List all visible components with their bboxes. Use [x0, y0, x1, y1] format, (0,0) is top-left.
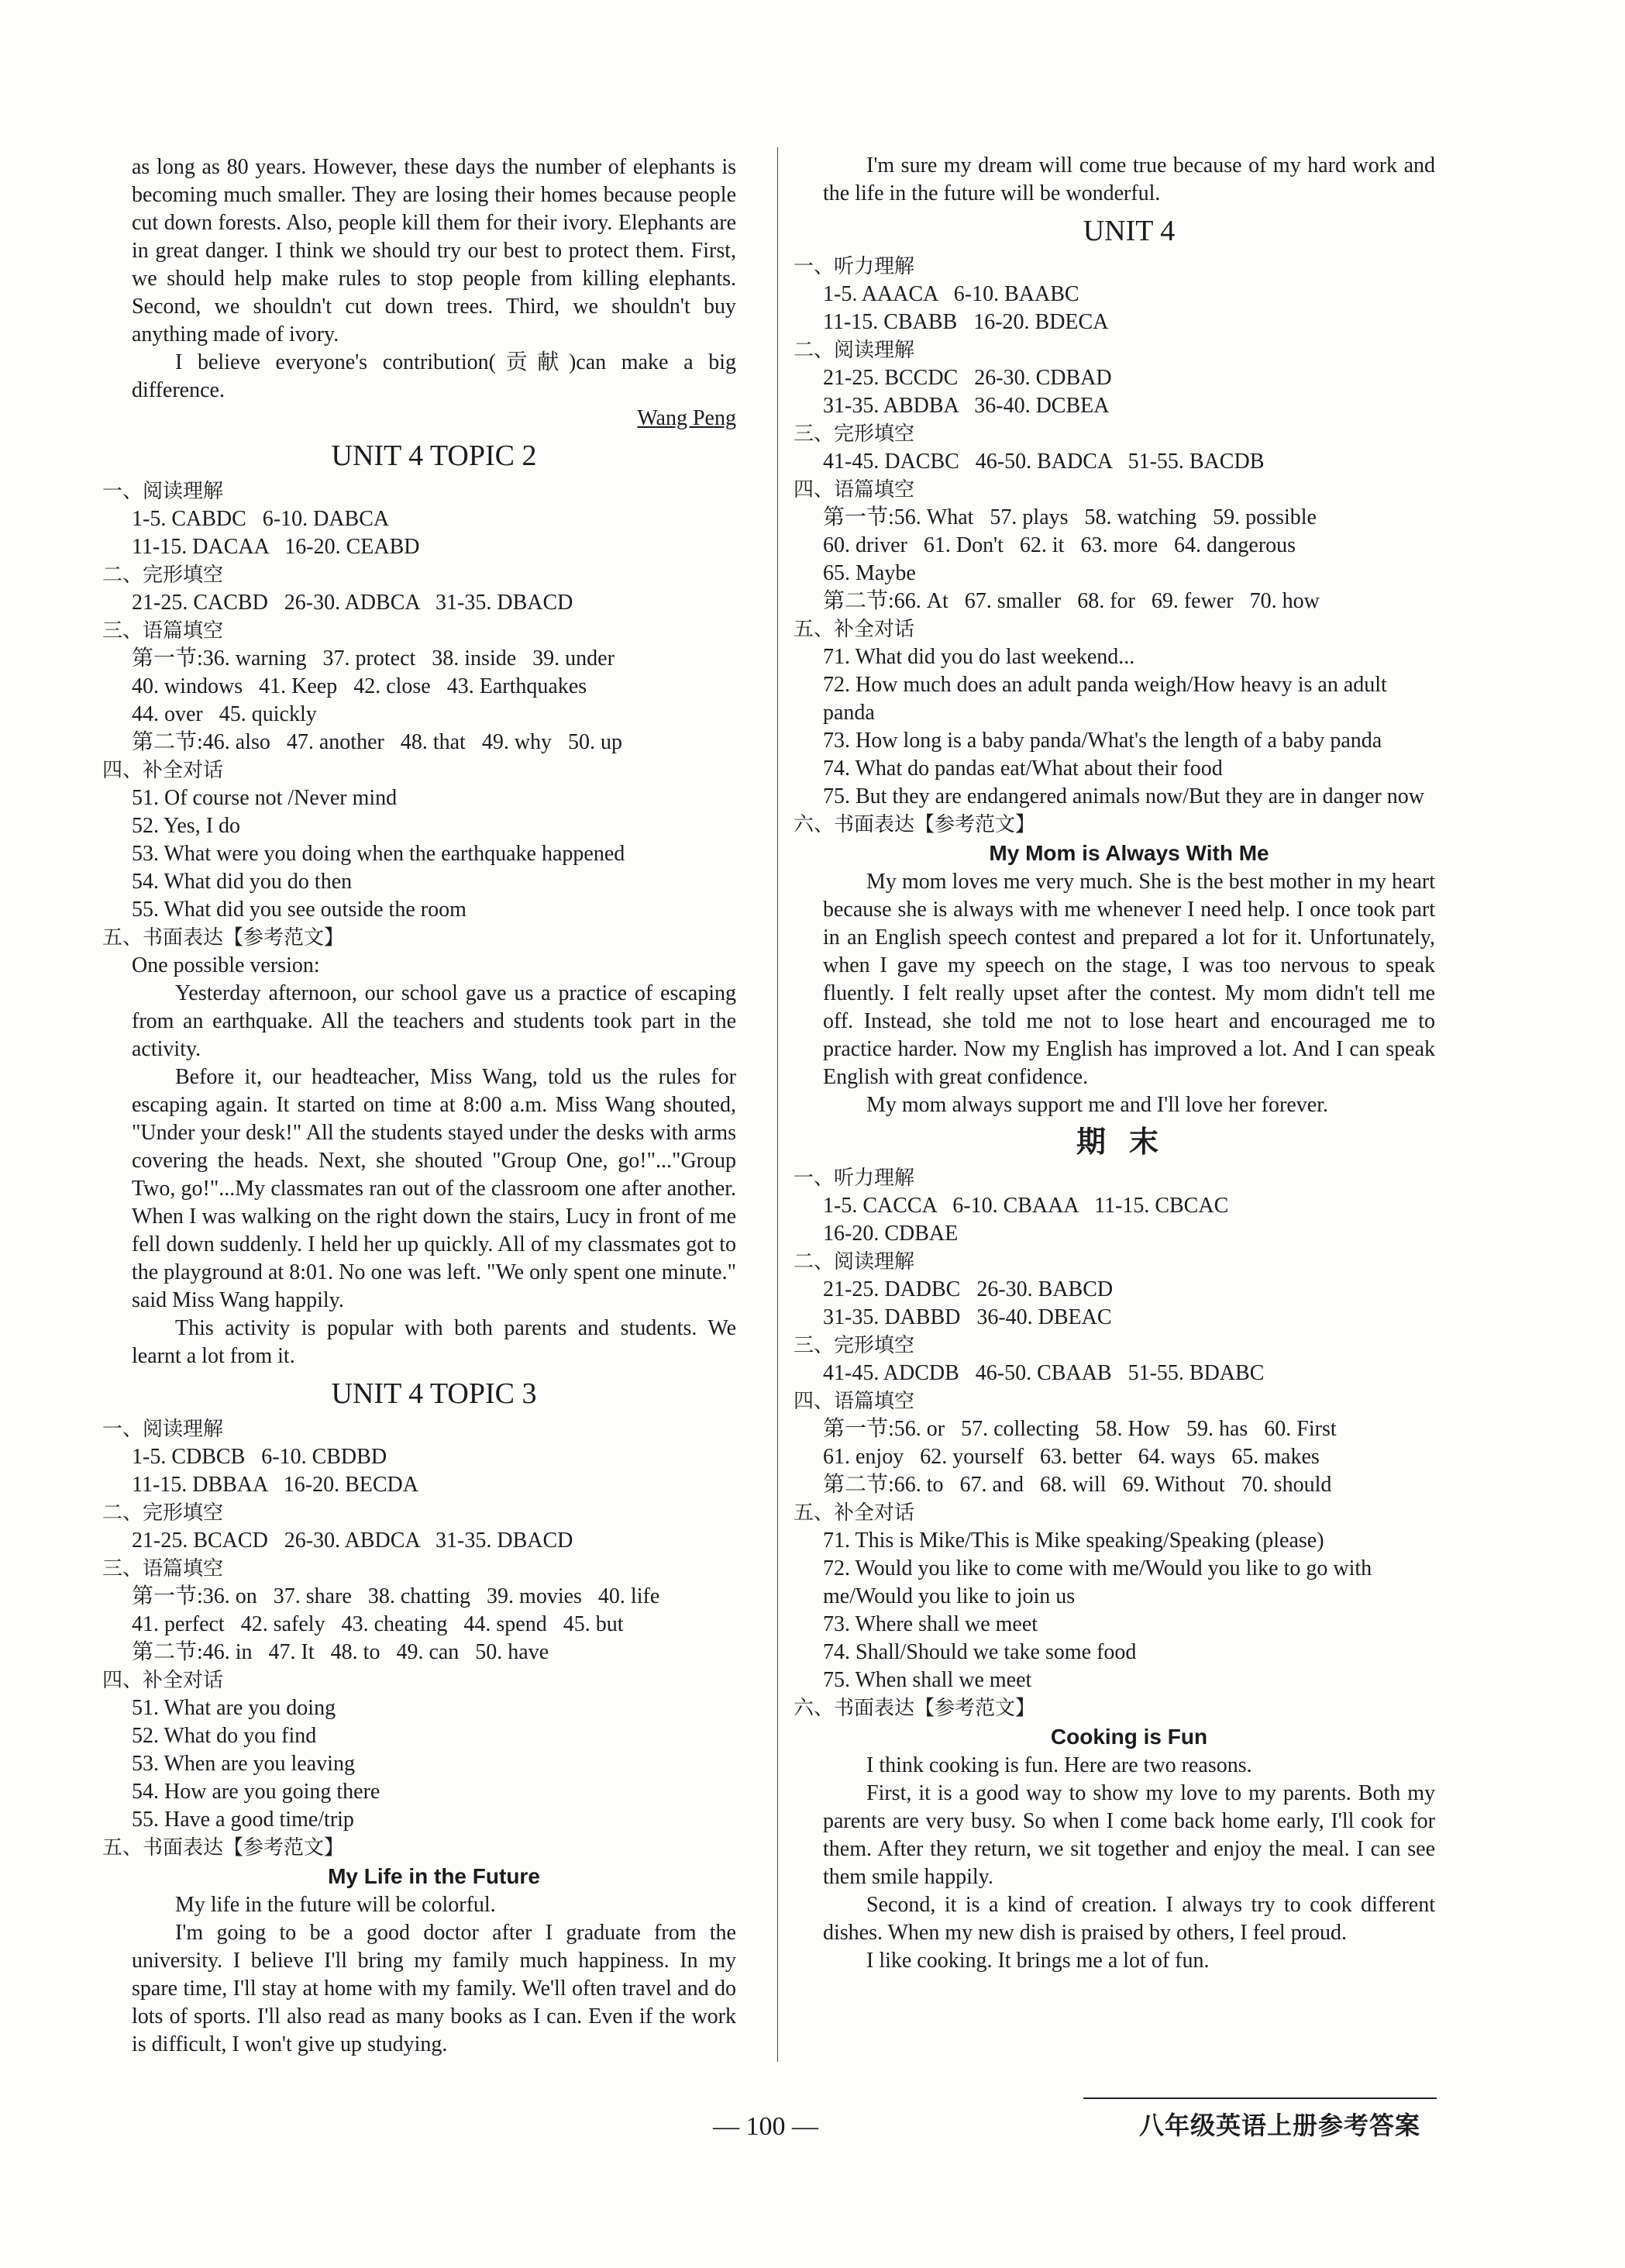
book-title: 八年级英语上册参考答案	[1139, 2111, 1421, 2140]
intro-paragraph: I'm sure my dream will come true because of my hard work and the life in the future will be wonderful.	[823, 153, 1435, 205]
dialogue-item: 55. Have a good time/trip	[132, 1808, 354, 1832]
section-heading: 四、补全对话	[102, 1669, 224, 1692]
dialogue-item: 75. When shall we meet	[823, 1668, 1032, 1692]
essay-paragraph: Second, it is a kind of creation. I always try to cook different dishes. When my new dish is praised by others, I feel proud.	[823, 1893, 1435, 1945]
section-heading: 三、语篇填空	[102, 619, 224, 643]
essay-paragraph: My life in the future will be colorful.	[175, 1893, 496, 1917]
answer-line: 第一节:56. or 57. collecting 58. How 59. has 60. First	[823, 1417, 1337, 1441]
signature	[132, 405, 736, 433]
dialogue-item: 74. Shall/Should we take some food	[823, 1640, 1137, 1664]
essay-paragraph: I think cooking is fun. Here are two reasons.	[866, 1753, 1252, 1777]
essay-paragraph: This activity is popular with both parents and students. We learnt a lot from it.	[132, 1316, 736, 1368]
answer-line: 1-5. AAACA 6-10. BAABC	[823, 282, 1079, 306]
section-heading: 三、完形填空	[794, 1334, 915, 1357]
signature-name: Wang Peng	[637, 406, 736, 430]
section-heading: 一、阅读理解	[102, 1418, 224, 1441]
answer-line: 第二节:46. in 47. It 48. to 49. can 50. have	[132, 1640, 549, 1664]
answer-line: 31-35. ABDBA 36-40. DCBEA	[823, 394, 1110, 418]
dialogue-item: 53. When are you leaving	[132, 1752, 355, 1776]
unit-heading: UNIT 4 TOPIC 3	[331, 1377, 537, 1410]
section-heading: 一、阅读理解	[102, 480, 224, 503]
section-heading: 五、书面表达【参考范文】	[102, 926, 345, 950]
section-heading: 二、阅读理解	[794, 1250, 915, 1274]
section-heading: 三、完形填空	[794, 422, 915, 446]
essay-title: My Life in the Future	[328, 1864, 540, 1888]
dialogue-item: 54. What did you do then	[132, 870, 353, 894]
essay-intro: One possible version:	[132, 953, 320, 977]
answer-line: 11-15. DBBAA 16-20. BECDA	[132, 1473, 418, 1497]
answer-line: 40. windows 41. Keep 42. close 43. Earthquakes	[132, 674, 587, 698]
dialogue-item: 74. What do pandas eat/What about their food	[823, 757, 1223, 781]
answer-line: 41-45. DACBC 46-50. BADCA 51-55. BACDB	[823, 450, 1265, 474]
answer-line: 第一节:36. on 37. share 38. chatting 39. movies 40. life	[132, 1584, 660, 1608]
answer-line: 60. driver 61. Don't 62. it 63. more 64. dangerous	[823, 533, 1296, 557]
dialogue-item: 73. How long is a baby panda/What's the length of a baby panda	[823, 729, 1382, 753]
section-heading: 二、完形填空	[102, 1501, 224, 1525]
section-heading: 四、语篇填空	[794, 478, 915, 502]
answer-line: 第二节:66. At 67. smaller 68. for 69. fewer 70. how	[823, 589, 1320, 613]
answer-line: 11-15. CBABB 16-20. BDECA	[823, 310, 1109, 334]
section-heading: 二、阅读理解	[794, 339, 915, 362]
section-heading: 一、听力理解	[794, 255, 915, 278]
essay-paragraph: My mom always support me and I'll love her forever.	[866, 1093, 1329, 1117]
dialogue-item: 54. How are you going there	[132, 1780, 380, 1804]
answer-line: 1-5. CABDC 6-10. DABCA	[132, 507, 390, 531]
answer-line: 21-25. CACBD 26-30. ADBCA 31-35. DBACD	[132, 591, 573, 615]
dialogue-item: 72. How much does an adult panda weigh/How heavy is an adult panda	[823, 673, 1387, 725]
section-heading: 六、书面表达【参考范文】	[794, 1697, 1036, 1720]
essay-title: My Mom is Always With Me	[989, 841, 1269, 865]
section-heading: 五、补全对话	[794, 618, 915, 641]
dialogue-item: 53. What were you doing when the earthquake happened	[132, 842, 625, 866]
dialogue-item: 73. Where shall we meet	[823, 1612, 1038, 1636]
section-heading: 三、语篇填空	[102, 1557, 224, 1580]
footer-rule	[1083, 2097, 1437, 2099]
answer-line: 21-25. DADBC 26-30. BABCD	[823, 1277, 1114, 1301]
section-heading: 四、语篇填空	[794, 1390, 915, 1413]
essay-paragraph: First, it is a good way to show my love to my parents. Both my parents are very busy. So when I come back home early, I'll cook for them. After they return, we sit together and enjoy the meal. I can see them smile happily.	[823, 1781, 1435, 1889]
dialogue-item: 75. But they are endangered animals now/But they are in danger now	[823, 784, 1424, 808]
dialogue-item: 52. Yes, I do	[132, 814, 241, 838]
left-column	[102, 153, 736, 2059]
essay-paragraph: I like cooking. It brings me a lot of fun.	[866, 1949, 1210, 1973]
unit-heading: 期末	[1076, 1126, 1182, 1159]
answer-line: 第一节:36. warning 37. protect 38. inside 39. under	[132, 646, 615, 670]
answer-line: 第二节:46. also 47. another 48. that 49. why 50. up	[132, 730, 623, 754]
page-number: — 100 —	[713, 2112, 818, 2141]
section-heading: 一、听力理解	[794, 1167, 915, 1190]
section-heading: 五、补全对话	[794, 1501, 915, 1525]
unit-heading: UNIT 4 TOPIC 2	[331, 439, 537, 472]
section-heading: 五、书面表达【参考范文】	[102, 1836, 345, 1860]
answer-line: 31-35. DABBD 36-40. DBEAC	[823, 1305, 1112, 1329]
essay-paragraph: Before it, our headteacher, Miss Wang, told us the rules for escaping again. It started on time at 8:00 a.m. Miss Wang shouted, "Under your desk!" All the students stayed under the desks with arms covering the heads. Next, she shouted "Group One, go!"..."Group Two, go!"...My classmates ran out of the classroom one after another. When I was walking on the right down the stairs, Lucy in front of me fell down suddenly. I held her up quickly. All of my classmates got to the playground at 8:01. No one was left. "We only spent one minute." said Miss Wang happily.	[132, 1065, 736, 1312]
essay-paragraph: I'm going to be a good doctor after I graduate from the university. I believe I'll bring my family much happiness. In my spare time, I'll stay at home with my family. We'll often travel and do lots of sports. I'll also read as many books as I can. Even if the work is difficult, I won't give up studying.	[132, 1921, 736, 2056]
section-heading: 二、完形填空	[102, 564, 224, 587]
essay-paragraph: My mom loves me very much. She is the best mother in my heart because she is always with me whenever I need help. I once took part in an English speech contest and prepared a lot for it. Unfortunately, when I gave my speech on the stage, I was too nervous to speak fluently. I felt really upset after the contest. My mom didn't tell me off. Instead, she told me not to lose heart and encouraged me to practice harder. Now my English has improved a lot. And I can speak English with great confidence.	[823, 870, 1435, 1089]
answer-line: 16-20. CDBAE	[823, 1222, 959, 1246]
intro-paragraph: I believe everyone's contribution(贡献)can make a big difference.	[132, 350, 736, 402]
section-heading: 六、书面表达【参考范文】	[794, 813, 1036, 836]
dialogue-item: 52. What do you find	[132, 1724, 317, 1748]
dialogue-item: 71. What did you do last weekend...	[823, 645, 1135, 669]
dialogue-item: 55. What did you see outside the room	[132, 898, 466, 922]
answer-line: 第一节:56. What 57. plays 58. watching 59. possible	[823, 505, 1317, 529]
answer-line: 61. enjoy 62. yourself 63. better 64. ways 65. makes	[823, 1445, 1320, 1469]
right-column	[794, 152, 1435, 1975]
essay-title: Cooking is Fun	[1050, 1725, 1208, 1749]
answer-line: 第二节:66. to 67. and 68. will 69. Without 70. should	[823, 1473, 1332, 1497]
dialogue-item: 51. What are you doing	[132, 1696, 336, 1720]
answer-line: 44. over 45. quickly	[132, 702, 317, 726]
answer-line: 11-15. DACAA 16-20. CEABD	[132, 535, 420, 559]
answer-line: 21-25. BCACD 26-30. ABDCA 31-35. DBACD	[132, 1529, 573, 1553]
answer-line: 1-5. CDBCB 6-10. CBDBD	[132, 1445, 387, 1469]
unit-heading: UNIT 4	[1083, 215, 1176, 247]
section-heading: 四、补全对话	[102, 759, 224, 782]
answer-line: 41-45. ADCDB 46-50. CBAAB 51-55. BDABC	[823, 1361, 1265, 1385]
dialogue-item: 51. Of course not /Never mind	[132, 786, 398, 810]
dialogue-item: 71. This is Mike/This is Mike speaking/Speaking (please)	[823, 1529, 1324, 1553]
answer-line: 21-25. BCCDC 26-30. CDBAD	[823, 366, 1112, 390]
answer-line: 41. perfect 42. safely 43. cheating 44. spend 45. but	[132, 1612, 624, 1636]
dialogue-item: 72. Would you like to come with me/Would you like to go with me/Would you like to join us	[823, 1556, 1372, 1608]
essay-paragraph: Yesterday afternoon, our school gave us a practice of escaping from an earthquake. All the teachers and students took part in the activity.	[132, 981, 736, 1061]
answer-line: 1-5. CACCA 6-10. CBAAA 11-15. CBCAC	[823, 1194, 1229, 1218]
column-divider	[777, 147, 778, 2062]
answer-line: 65. Maybe	[823, 561, 916, 585]
intro-paragraph: as long as 80 years. However, these days the number of elephants is becoming much smaller. They are losing their homes because people cut down forests. Also, people kill them for their ivory. Elephants are in great danger. I think we should try our best to protect them. First, we should help make rules to stop people from killing elephants. Second, we shouldn't cut down trees. Third, we shouldn't buy anything made of ivory.	[132, 155, 736, 346]
